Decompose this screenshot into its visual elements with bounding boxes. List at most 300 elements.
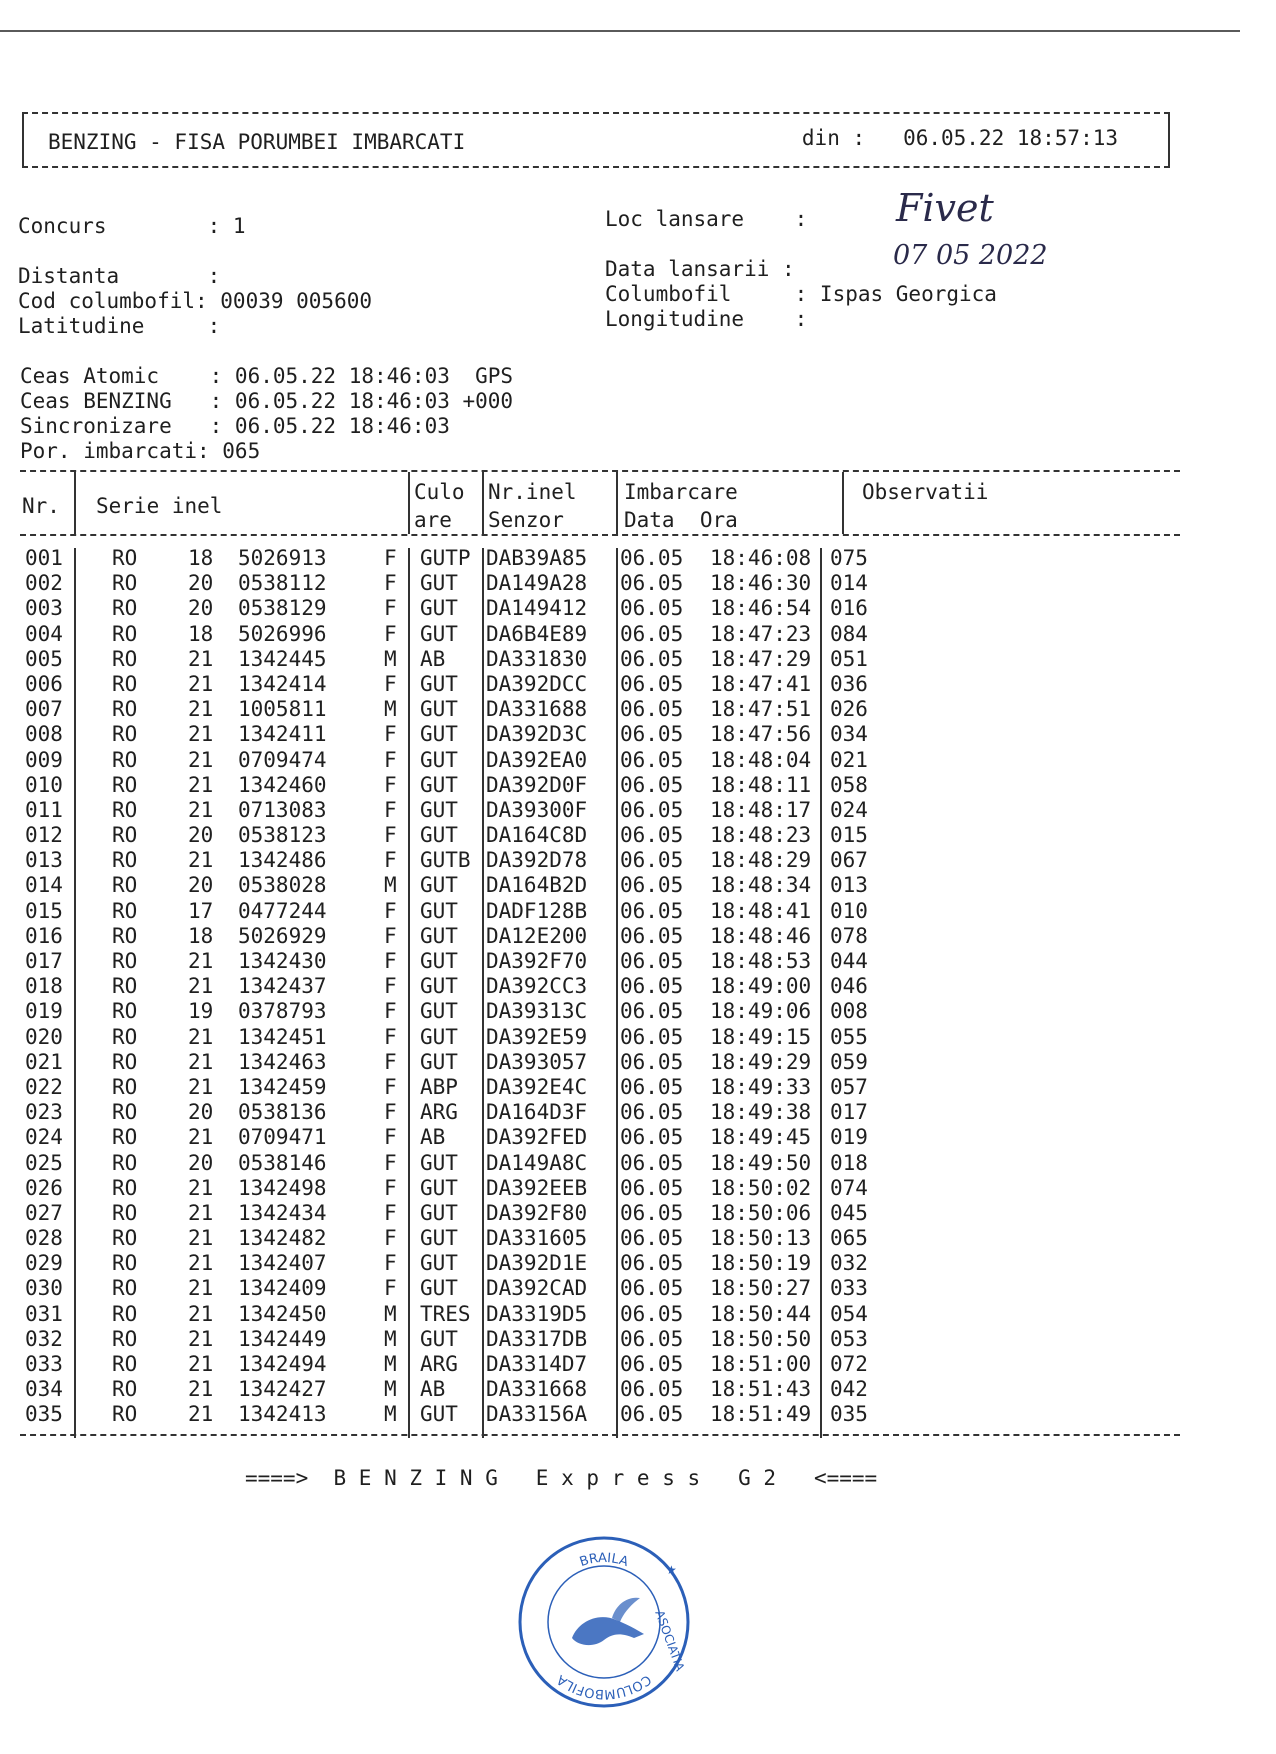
cell-yr: 21 <box>188 1352 214 1376</box>
cell-ser: 1342434 <box>238 1200 327 1225</box>
cell-dat: 06.05 <box>620 999 684 1024</box>
cell-ro: RO <box>112 1402 138 1427</box>
table-body <box>20 536 1180 1428</box>
cell-sx: F <box>384 772 397 797</box>
cell-nr: 006 <box>25 671 63 696</box>
cell-ser: 0538136 <box>238 1100 327 1125</box>
cell-yr: 21 <box>188 1125 214 1150</box>
cell-tim: 18:49:45 <box>710 1125 812 1150</box>
cell-nr: 008 <box>25 722 63 747</box>
cell-yr: 18 <box>188 621 214 646</box>
cell-tim: 18:47:56 <box>710 722 812 747</box>
cell-ser: 0477244 <box>238 898 327 923</box>
cell-dat: 06.05 <box>620 772 684 797</box>
cell-sx: M <box>384 1377 397 1402</box>
cell-sen: DA3317DB <box>486 1326 588 1351</box>
cell-dat: 06.05 <box>620 1402 684 1427</box>
table-row <box>20 974 1180 999</box>
cell-nr: 005 <box>25 646 63 671</box>
header-nrinel-2: Senzor <box>488 508 564 532</box>
cell-sx: F <box>384 797 397 822</box>
handwritten-date: 07 05 2022 <box>893 240 1048 271</box>
cell-ro: RO <box>112 1125 138 1150</box>
cell-col: GUT <box>420 621 458 646</box>
cell-col: TRES <box>420 1301 471 1326</box>
cell-ser: 1342407 <box>238 1251 327 1276</box>
table-row <box>20 1327 1180 1352</box>
sincronizare-line: Sincronizare : 06.05.22 18:46:03 <box>20 414 450 438</box>
cell-ser: 1342437 <box>238 974 327 999</box>
cell-tim: 18:48:46 <box>710 923 812 948</box>
cell-dat: 06.05 <box>620 1326 684 1351</box>
cell-ser: 1342427 <box>238 1377 327 1402</box>
cell-sx: F <box>384 1175 397 1200</box>
cell-sx: M <box>384 1301 397 1326</box>
cell-ser: 0713083 <box>238 797 327 822</box>
cell-tim: 18:48:04 <box>710 747 812 772</box>
cell-sen: DA164C8D <box>486 823 588 848</box>
cell-obs: 032 <box>830 1251 868 1276</box>
cell-yr: 21 <box>188 1251 214 1276</box>
cell-dat: 06.05 <box>620 747 684 772</box>
cell-obs: 042 <box>830 1377 868 1402</box>
cell-col: GUT <box>420 722 458 747</box>
cell-ser: 1005811 <box>238 697 327 722</box>
cell-sx: F <box>384 1049 397 1074</box>
cell-ser: 1342460 <box>238 772 327 797</box>
cell-col: GUT <box>420 1402 458 1427</box>
cell-ser: 0538028 <box>238 873 327 898</box>
cell-dat: 06.05 <box>620 1251 684 1276</box>
cell-ro: RO <box>112 697 138 722</box>
cell-obs: 026 <box>830 697 868 722</box>
table-row <box>20 596 1180 621</box>
cell-sen: DA392CC3 <box>486 974 588 999</box>
cell-sen: DA149A8C <box>486 1150 588 1175</box>
cell-dat: 06.05 <box>620 722 684 747</box>
cell-sen: DA392FED <box>486 1125 588 1150</box>
cell-nr: 001 <box>25 546 63 570</box>
cell-yr: 21 <box>188 1200 214 1225</box>
cell-yr: 21 <box>188 1377 214 1402</box>
header-culoare-1: Culo <box>414 480 465 504</box>
cell-tim: 18:49:15 <box>710 1024 812 1049</box>
cell-ro: RO <box>112 571 138 596</box>
cell-ser: 1342414 <box>238 671 327 696</box>
cell-ser: 1342482 <box>238 1226 327 1251</box>
cell-sx: M <box>384 1352 397 1376</box>
cell-col: GUT <box>420 923 458 948</box>
cell-ro: RO <box>112 772 138 797</box>
cell-ro: RO <box>112 1251 138 1276</box>
cell-dat: 06.05 <box>620 671 684 696</box>
table-row <box>20 1075 1180 1100</box>
cell-ser: 1342430 <box>238 949 327 973</box>
cell-col: ARG <box>420 1352 458 1376</box>
cell-ser: 1342459 <box>238 1074 327 1099</box>
ceas-atomic-line: Ceas Atomic : 06.05.22 18:46:03 GPS <box>20 364 514 388</box>
cell-tim: 18:51:43 <box>710 1377 812 1402</box>
cell-ser: 1342463 <box>238 1049 327 1074</box>
cell-yr: 20 <box>188 823 214 848</box>
cell-obs: 065 <box>830 1226 868 1251</box>
top-border-line <box>0 30 1240 32</box>
cell-tim: 18:47:51 <box>710 697 812 722</box>
table-row <box>20 748 1180 773</box>
cell-tim: 18:50:19 <box>710 1251 812 1276</box>
cell-ser: 1342451 <box>238 1024 327 1049</box>
table-row <box>20 1226 1180 1251</box>
association-stamp <box>516 1534 692 1710</box>
cell-ro: RO <box>112 747 138 772</box>
cell-col: GUT <box>420 772 458 797</box>
cell-ser: 0378793 <box>238 999 327 1024</box>
cell-sx: F <box>384 999 397 1024</box>
col-divider <box>482 472 484 534</box>
cell-sen: DA392EEB <box>486 1175 588 1200</box>
cell-ser: 1342411 <box>238 722 327 747</box>
cell-dat: 06.05 <box>620 1175 684 1200</box>
cell-obs: 075 <box>830 546 868 570</box>
table-row <box>20 999 1180 1024</box>
cell-tim: 18:50:50 <box>710 1326 812 1351</box>
cell-col: GUT <box>420 671 458 696</box>
cell-dat: 06.05 <box>620 571 684 596</box>
cell-ro: RO <box>112 621 138 646</box>
cell-col: GUT <box>420 1024 458 1049</box>
cell-yr: 21 <box>188 1301 214 1326</box>
cell-sx: F <box>384 546 397 570</box>
cell-col: GUT <box>420 1200 458 1225</box>
cell-obs: 053 <box>830 1326 868 1351</box>
cell-yr: 21 <box>188 1175 214 1200</box>
cell-obs: 033 <box>830 1276 868 1301</box>
cell-yr: 21 <box>188 646 214 671</box>
cell-col: GUT <box>420 873 458 898</box>
cell-nr: 027 <box>25 1200 63 1225</box>
cell-nr: 032 <box>25 1326 63 1351</box>
cell-sen: DA164B2D <box>486 873 588 898</box>
cell-ro: RO <box>112 1150 138 1175</box>
cell-yr: 21 <box>188 772 214 797</box>
cell-yr: 21 <box>188 1226 214 1251</box>
cell-sen: DA393057 <box>486 1049 588 1074</box>
cell-dat: 06.05 <box>620 1301 684 1326</box>
cell-nr: 002 <box>25 571 63 596</box>
cell-sx: F <box>384 571 397 596</box>
cell-tim: 18:49:00 <box>710 974 812 999</box>
cell-sx: F <box>384 974 397 999</box>
cell-ser: 0538129 <box>238 596 327 621</box>
cell-col: GUT <box>420 1226 458 1251</box>
cell-yr: 21 <box>188 797 214 822</box>
cell-obs: 013 <box>830 873 868 898</box>
cell-sx: M <box>384 1402 397 1427</box>
longitudine-line: Longitudine : <box>605 307 808 331</box>
cell-tim: 18:48:11 <box>710 772 812 797</box>
cell-tim: 18:49:29 <box>710 1049 812 1074</box>
cell-ro: RO <box>112 1226 138 1251</box>
table-row <box>20 873 1180 898</box>
cell-nr: 024 <box>25 1125 63 1150</box>
cell-nr: 015 <box>25 898 63 923</box>
cell-sx: F <box>384 1150 397 1175</box>
cell-ro: RO <box>112 646 138 671</box>
cell-tim: 18:48:34 <box>710 873 812 898</box>
loc-lansare-line: Loc lansare : <box>605 207 808 231</box>
cell-tim: 18:51:00 <box>710 1352 812 1376</box>
cell-obs: 044 <box>830 949 868 973</box>
cell-nr: 018 <box>25 974 63 999</box>
cell-sen: DA392F80 <box>486 1200 588 1225</box>
cell-nr: 023 <box>25 1100 63 1125</box>
cell-tim: 18:51:49 <box>710 1402 812 1427</box>
table-row <box>20 722 1180 747</box>
cell-sen: DA392F70 <box>486 949 588 973</box>
cell-tim: 18:47:41 <box>710 671 812 696</box>
cell-sx: F <box>384 1276 397 1301</box>
cell-col: GUT <box>420 1326 458 1351</box>
cell-col: GUT <box>420 949 458 973</box>
cell-obs: 046 <box>830 974 868 999</box>
cell-col: GUT <box>420 596 458 621</box>
cell-tim: 18:50:13 <box>710 1226 812 1251</box>
cell-sen: DA6B4E89 <box>486 621 588 646</box>
cell-nr: 016 <box>25 923 63 948</box>
table-row <box>20 848 1180 873</box>
cell-dat: 06.05 <box>620 646 684 671</box>
cell-nr: 021 <box>25 1049 63 1074</box>
cell-sx: F <box>384 1100 397 1125</box>
stamp-star-icon: ★ <box>666 1563 677 1577</box>
cell-nr: 022 <box>25 1074 63 1099</box>
cell-ser: 5026929 <box>238 923 327 948</box>
cell-col: GUT <box>420 697 458 722</box>
col-divider <box>616 472 618 534</box>
cell-sx: F <box>384 722 397 747</box>
cell-nr: 009 <box>25 747 63 772</box>
table-row <box>20 823 1180 848</box>
cell-ro: RO <box>112 974 138 999</box>
cell-sen: DA392E4C <box>486 1074 588 1099</box>
cell-yr: 21 <box>188 1074 214 1099</box>
cell-col: AB <box>420 646 446 671</box>
cell-dat: 06.05 <box>620 1352 684 1376</box>
cell-nr: 019 <box>25 999 63 1024</box>
cell-ro: RO <box>112 1100 138 1125</box>
cell-nr: 013 <box>25 848 63 873</box>
cell-col: GUT <box>420 747 458 772</box>
cell-sx: F <box>384 1125 397 1150</box>
cell-dat: 06.05 <box>620 1074 684 1099</box>
cell-nr: 017 <box>25 949 63 973</box>
distanta-line: Distanta : <box>18 264 221 288</box>
cell-nr: 034 <box>25 1377 63 1402</box>
cell-yr: 18 <box>188 546 214 570</box>
cell-nr: 010 <box>25 772 63 797</box>
cell-sen: DA164D3F <box>486 1100 588 1125</box>
cell-obs: 045 <box>830 1200 868 1225</box>
cell-nr: 003 <box>25 596 63 621</box>
cell-ser: 1342445 <box>238 646 327 671</box>
table-row <box>20 647 1180 672</box>
cell-ro: RO <box>112 1352 138 1376</box>
handwritten-location: Fivet <box>896 186 994 230</box>
cell-ro: RO <box>112 1276 138 1301</box>
table-row <box>20 1302 1180 1327</box>
cell-sen: DA331668 <box>486 1377 588 1402</box>
report-title: BENZING - FISA PORUMBEI IMBARCATI <box>48 130 466 154</box>
cell-ser: 1342449 <box>238 1326 327 1351</box>
table-row <box>20 1151 1180 1176</box>
col-divider <box>842 472 844 534</box>
cell-ro: RO <box>112 898 138 923</box>
cell-sen: DA392D1E <box>486 1251 588 1276</box>
cell-ser: 0709474 <box>238 747 327 772</box>
cell-yr: 21 <box>188 1326 214 1351</box>
table-row <box>20 571 1180 596</box>
pigeon-wing <box>612 1598 640 1622</box>
cell-sen: DA331688 <box>486 697 588 722</box>
cell-yr: 21 <box>188 949 214 973</box>
cell-obs: 014 <box>830 571 868 596</box>
table-row <box>20 1251 1180 1276</box>
cell-ser: 1342494 <box>238 1352 327 1376</box>
cell-col: GUTB <box>420 848 471 873</box>
data-lansarii-line: Data lansarii : <box>605 257 795 281</box>
cell-obs: 010 <box>830 898 868 923</box>
cell-yr: 19 <box>188 999 214 1024</box>
cell-dat: 06.05 <box>620 1049 684 1074</box>
table-row <box>20 1402 1180 1427</box>
cell-col: GUT <box>420 898 458 923</box>
cell-tim: 18:46:08 <box>710 546 812 570</box>
cell-nr: 011 <box>25 797 63 822</box>
cell-dat: 06.05 <box>620 621 684 646</box>
table-row <box>20 1201 1180 1226</box>
report-date <box>802 126 1118 150</box>
table-row <box>20 1377 1180 1402</box>
cell-sx: F <box>384 621 397 646</box>
cell-sx: F <box>384 1251 397 1276</box>
cell-sx: F <box>384 898 397 923</box>
concurs-line: Concurs : 1 <box>18 214 246 238</box>
cell-tim: 18:49:50 <box>710 1150 812 1175</box>
cell-dat: 06.05 <box>620 697 684 722</box>
cell-nr: 004 <box>25 621 63 646</box>
cell-dat: 06.05 <box>620 546 684 570</box>
cell-sen: DA392D0F <box>486 772 588 797</box>
date-value: 06.05.22 18:57:13 <box>903 126 1118 150</box>
cell-ro: RO <box>112 1049 138 1074</box>
col-divider <box>408 472 410 534</box>
cell-sen: DA39300F <box>486 797 588 822</box>
cell-sen: DA392EA0 <box>486 747 588 772</box>
cell-yr: 17 <box>188 898 214 923</box>
cell-col: GUT <box>420 1276 458 1301</box>
cell-ser: 0709471 <box>238 1125 327 1150</box>
cell-obs: 021 <box>830 747 868 772</box>
cell-yr: 21 <box>188 848 214 873</box>
cell-sen: DA149A28 <box>486 571 588 596</box>
date-label: din : <box>801 126 866 150</box>
cell-nr: 020 <box>25 1024 63 1049</box>
cell-ser: 1342486 <box>238 848 327 873</box>
table-row <box>20 1176 1180 1201</box>
cell-dat: 06.05 <box>620 898 684 923</box>
cell-dat: 06.05 <box>620 1377 684 1402</box>
cell-col: GUTP <box>420 546 471 570</box>
table-row <box>20 1352 1180 1377</box>
cell-sx: M <box>384 873 397 898</box>
table-row <box>20 697 1180 722</box>
header-imbarcare-1: Imbarcare <box>624 480 738 504</box>
cell-tim: 18:49:33 <box>710 1074 812 1099</box>
cell-ro: RO <box>112 546 138 570</box>
cell-ro: RO <box>112 1377 138 1402</box>
cell-tim: 18:46:30 <box>710 571 812 596</box>
cell-yr: 21 <box>188 1049 214 1074</box>
cell-yr: 21 <box>188 1402 214 1427</box>
table-bottom-rule <box>20 1434 1180 1436</box>
cell-tim: 18:48:23 <box>710 823 812 848</box>
cell-obs: 059 <box>830 1049 868 1074</box>
cell-ro: RO <box>112 1200 138 1225</box>
cell-sen: DAB39A85 <box>486 546 588 570</box>
cell-obs: 034 <box>830 722 868 747</box>
cell-ro: RO <box>112 873 138 898</box>
cell-ser: 0538123 <box>238 823 327 848</box>
table-row <box>20 1025 1180 1050</box>
cell-ro: RO <box>112 797 138 822</box>
cell-tim: 18:48:53 <box>710 949 812 973</box>
cell-sx: M <box>384 1326 397 1351</box>
table-row <box>20 924 1180 949</box>
cell-sen: DA392D78 <box>486 848 588 873</box>
cell-obs: 051 <box>830 646 868 671</box>
cell-nr: 028 <box>25 1226 63 1251</box>
stamp-text-top: BRAILA <box>577 1550 631 1571</box>
table-row <box>20 1100 1180 1125</box>
cell-col: GUT <box>420 999 458 1024</box>
cell-col: GUT <box>420 1251 458 1276</box>
cell-tim: 18:48:17 <box>710 797 812 822</box>
cell-obs: 057 <box>830 1074 868 1099</box>
cell-dat: 06.05 <box>620 1150 684 1175</box>
cell-sx: F <box>384 823 397 848</box>
pigeon-table <box>20 470 1180 1436</box>
header-culoare-2: are <box>414 508 452 532</box>
table-row <box>20 1125 1180 1150</box>
cell-ro: RO <box>112 848 138 873</box>
cell-sen: DADF128B <box>486 898 588 923</box>
cell-tim: 18:50:44 <box>710 1301 812 1326</box>
cell-ro: RO <box>112 823 138 848</box>
cell-dat: 06.05 <box>620 974 684 999</box>
cell-sen: DA12E200 <box>486 923 588 948</box>
cell-sx: F <box>384 949 397 973</box>
cell-nr: 026 <box>25 1175 63 1200</box>
cell-ro: RO <box>112 1074 138 1099</box>
cell-dat: 06.05 <box>620 873 684 898</box>
col-divider <box>74 472 76 534</box>
cell-dat: 06.05 <box>620 949 684 973</box>
table-row <box>20 672 1180 697</box>
cell-yr: 21 <box>188 747 214 772</box>
cell-sx: M <box>384 646 397 671</box>
table-header <box>20 472 1180 534</box>
cell-ro: RO <box>112 722 138 747</box>
